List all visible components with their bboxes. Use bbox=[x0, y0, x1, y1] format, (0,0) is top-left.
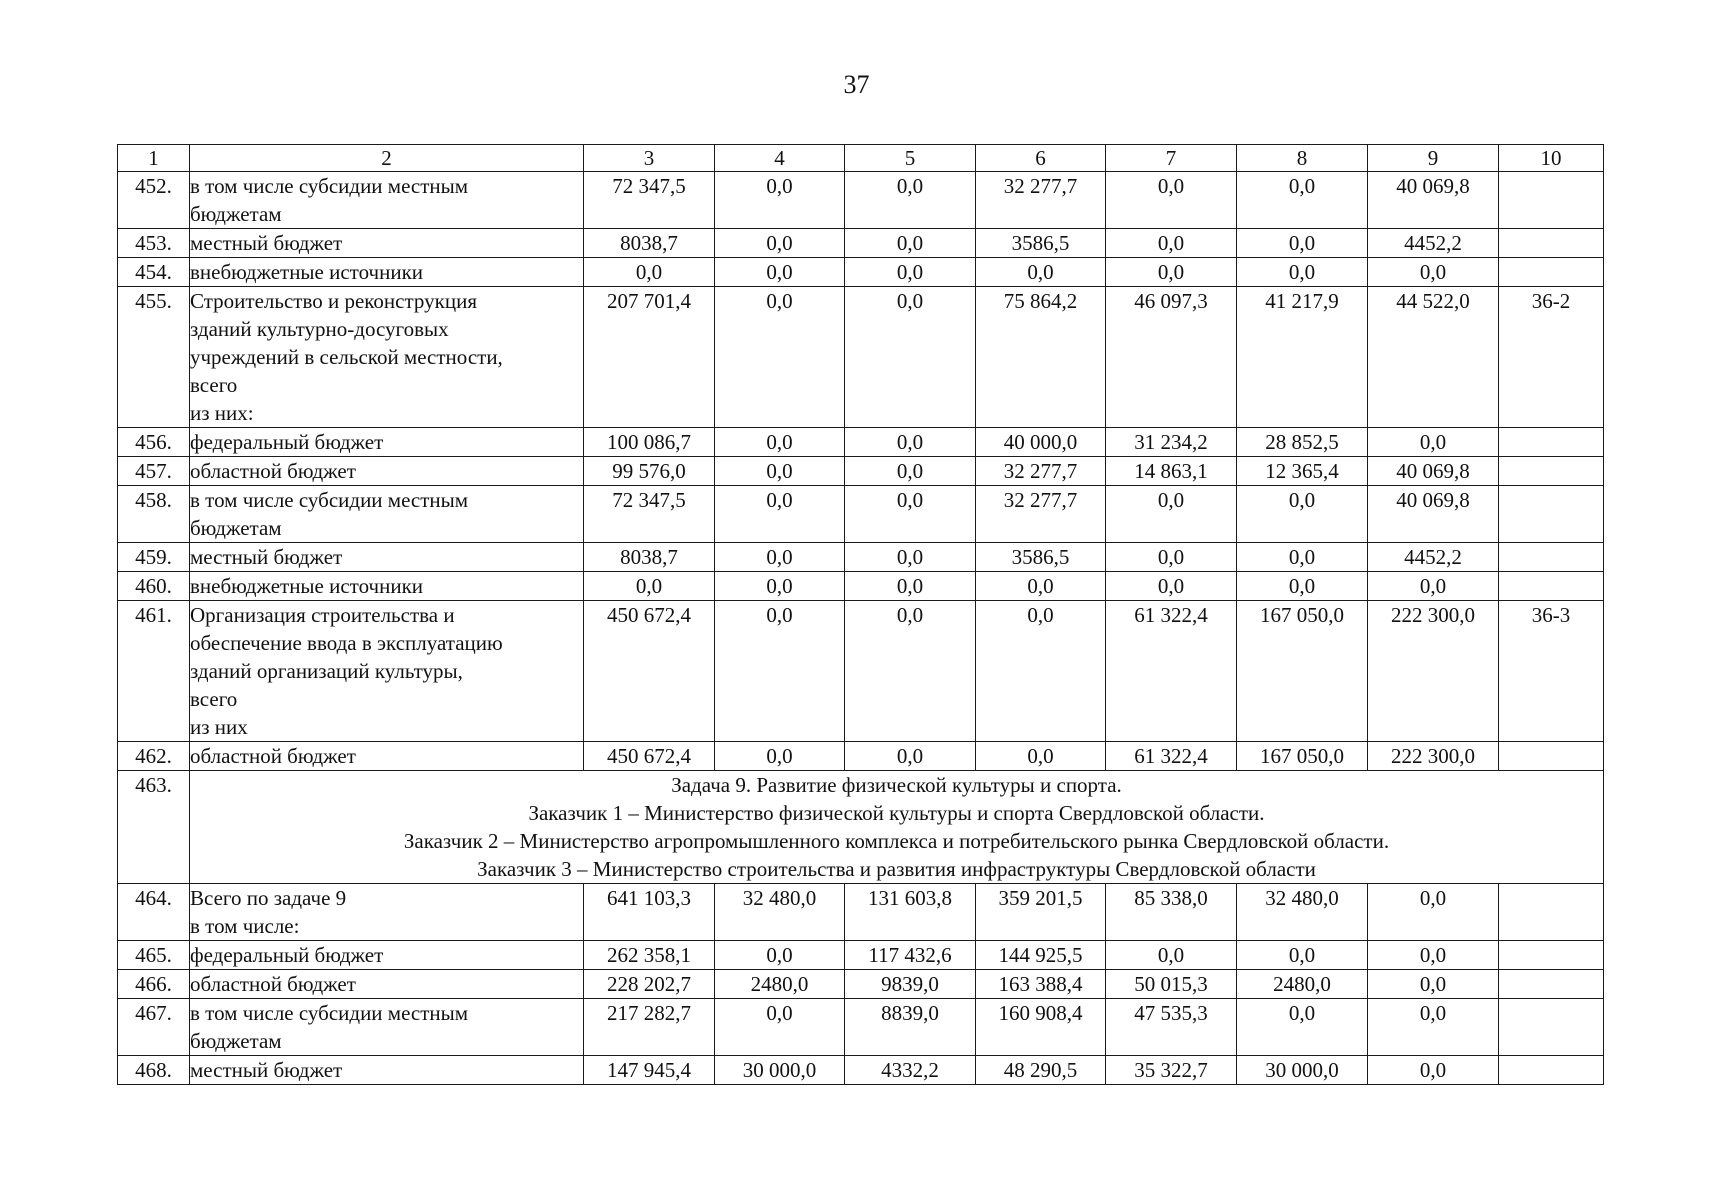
value-cell: 8038,7 bbox=[584, 543, 715, 572]
task-line: Заказчик 2 – Министерство агропромышленного комплекса и потребительского рынка Свердловской области. bbox=[403, 829, 1390, 853]
table-row bbox=[118, 543, 1604, 572]
value-cell: 144 925,5 bbox=[976, 941, 1106, 970]
table-row bbox=[118, 486, 1604, 543]
value-cell: 4332,2 bbox=[845, 1056, 976, 1085]
value-cell: 30 000,0 bbox=[715, 1056, 845, 1085]
table-row bbox=[118, 457, 1604, 486]
value-cell: 0,0 bbox=[715, 742, 845, 771]
value-cell: 50 015,3 bbox=[1106, 970, 1237, 999]
row-name: Всего по задаче 9 в том числе: bbox=[190, 884, 584, 941]
value-cell: 0,0 bbox=[1237, 572, 1368, 601]
row-name: в том числе субсидии местным бюджетам bbox=[190, 999, 584, 1056]
reference-cell bbox=[1499, 229, 1604, 258]
value-cell: 0,0 bbox=[1106, 941, 1237, 970]
table-row bbox=[118, 258, 1604, 287]
reference-cell bbox=[1499, 172, 1604, 229]
value-cell: 0,0 bbox=[845, 287, 976, 428]
value-cell: 167 050,0 bbox=[1237, 742, 1368, 771]
value-cell: 61 322,4 bbox=[1106, 601, 1237, 742]
header-cell: 4 bbox=[715, 145, 845, 172]
value-cell: 222 300,0 bbox=[1368, 601, 1499, 742]
value-cell: 0,0 bbox=[845, 742, 976, 771]
value-cell: 0,0 bbox=[845, 572, 976, 601]
reference-cell bbox=[1499, 1056, 1604, 1085]
table-row bbox=[118, 229, 1604, 258]
value-cell: 0,0 bbox=[845, 486, 976, 543]
row-name: внебюджетные источники bbox=[190, 572, 584, 601]
table-row bbox=[118, 601, 1604, 742]
row-number: 463. bbox=[118, 771, 190, 884]
task-header-row bbox=[118, 771, 1604, 884]
value-cell: 0,0 bbox=[1368, 999, 1499, 1056]
value-cell: 0,0 bbox=[1237, 172, 1368, 229]
task-description bbox=[190, 771, 1604, 884]
row-number: 459. bbox=[118, 543, 190, 572]
value-cell: 0,0 bbox=[715, 428, 845, 457]
value-cell: 359 201,5 bbox=[976, 884, 1106, 941]
value-cell: 0,0 bbox=[715, 601, 845, 742]
row-number: 454. bbox=[118, 258, 190, 287]
value-cell: 0,0 bbox=[1106, 229, 1237, 258]
value-cell: 0,0 bbox=[715, 287, 845, 428]
value-cell: 0,0 bbox=[845, 229, 976, 258]
table-row bbox=[118, 970, 1604, 999]
row-name: местный бюджет bbox=[190, 543, 584, 572]
value-cell: 0,0 bbox=[845, 601, 976, 742]
value-cell: 100 086,7 bbox=[584, 428, 715, 457]
reference-cell bbox=[1499, 941, 1604, 970]
table-row bbox=[118, 742, 1604, 771]
row-number: 466. bbox=[118, 970, 190, 999]
row-name: местный бюджет bbox=[190, 229, 584, 258]
value-cell: 0,0 bbox=[1237, 999, 1368, 1056]
table-row bbox=[118, 287, 1604, 428]
value-cell: 0,0 bbox=[1237, 229, 1368, 258]
row-number: 456. bbox=[118, 428, 190, 457]
value-cell: 2480,0 bbox=[1237, 970, 1368, 999]
value-cell: 75 864,2 bbox=[976, 287, 1106, 428]
task-line: Заказчик 1 – Министерство физической культуры и спорта Свердловской области. bbox=[528, 801, 1265, 825]
value-cell: 0,0 bbox=[715, 543, 845, 572]
value-cell: 0,0 bbox=[584, 258, 715, 287]
value-cell: 99 576,0 bbox=[584, 457, 715, 486]
value-cell: 0,0 bbox=[976, 742, 1106, 771]
value-cell: 46 097,3 bbox=[1106, 287, 1237, 428]
table-row bbox=[118, 572, 1604, 601]
value-cell: 0,0 bbox=[976, 601, 1106, 742]
value-cell: 72 347,5 bbox=[584, 486, 715, 543]
value-cell: 32 277,7 bbox=[976, 172, 1106, 229]
reference-cell bbox=[1499, 258, 1604, 287]
value-cell: 131 603,8 bbox=[845, 884, 976, 941]
value-cell: 0,0 bbox=[976, 572, 1106, 601]
value-cell: 207 701,4 bbox=[584, 287, 715, 428]
value-cell: 0,0 bbox=[1368, 941, 1499, 970]
value-cell: 0,0 bbox=[1106, 543, 1237, 572]
value-cell: 40 069,8 bbox=[1368, 172, 1499, 229]
header-cell: 7 bbox=[1106, 145, 1237, 172]
row-name: областной бюджет bbox=[190, 457, 584, 486]
value-cell: 450 672,4 bbox=[584, 742, 715, 771]
row-name: федеральный бюджет bbox=[190, 941, 584, 970]
value-cell: 32 277,7 bbox=[976, 457, 1106, 486]
reference-cell bbox=[1499, 457, 1604, 486]
table-row bbox=[118, 172, 1604, 229]
header-cell: 6 bbox=[976, 145, 1106, 172]
value-cell: 40 069,8 bbox=[1368, 457, 1499, 486]
row-number: 461. bbox=[118, 601, 190, 742]
value-cell: 0,0 bbox=[845, 172, 976, 229]
header-cell: 2 bbox=[190, 145, 584, 172]
value-cell: 163 388,4 bbox=[976, 970, 1106, 999]
value-cell: 12 365,4 bbox=[1237, 457, 1368, 486]
reference-cell bbox=[1499, 970, 1604, 999]
value-cell: 41 217,9 bbox=[1237, 287, 1368, 428]
value-cell: 3586,5 bbox=[976, 229, 1106, 258]
row-number: 467. bbox=[118, 999, 190, 1056]
value-cell: 217 282,7 bbox=[584, 999, 715, 1056]
value-cell: 72 347,5 bbox=[584, 172, 715, 229]
table-row bbox=[118, 941, 1604, 970]
value-cell: 40 069,8 bbox=[1368, 486, 1499, 543]
value-cell: 8038,7 bbox=[584, 229, 715, 258]
row-number: 468. bbox=[118, 1056, 190, 1085]
value-cell: 117 432,6 bbox=[845, 941, 976, 970]
value-cell: 0,0 bbox=[715, 999, 845, 1056]
reference-cell bbox=[1499, 572, 1604, 601]
row-number: 458. bbox=[118, 486, 190, 543]
value-cell: 0,0 bbox=[1368, 572, 1499, 601]
value-cell: 0,0 bbox=[1237, 543, 1368, 572]
value-cell: 0,0 bbox=[1368, 970, 1499, 999]
value-cell: 0,0 bbox=[1368, 428, 1499, 457]
value-cell: 3586,5 bbox=[976, 543, 1106, 572]
value-cell: 32 277,7 bbox=[976, 486, 1106, 543]
budget-table bbox=[117, 144, 1604, 1085]
value-cell: 85 338,0 bbox=[1106, 884, 1237, 941]
value-cell: 0,0 bbox=[1237, 941, 1368, 970]
row-number: 460. bbox=[118, 572, 190, 601]
value-cell: 0,0 bbox=[1106, 172, 1237, 229]
table-row bbox=[118, 428, 1604, 457]
row-number: 455. bbox=[118, 287, 190, 428]
value-cell: 4452,2 bbox=[1368, 543, 1499, 572]
reference-cell: 36-3 bbox=[1499, 601, 1604, 742]
row-name: в том числе субсидии местным бюджетам bbox=[190, 172, 584, 229]
reference-cell bbox=[1499, 884, 1604, 941]
value-cell: 40 000,0 bbox=[976, 428, 1106, 457]
reference-cell bbox=[1499, 742, 1604, 771]
value-cell: 30 000,0 bbox=[1237, 1056, 1368, 1085]
value-cell: 228 202,7 bbox=[584, 970, 715, 999]
value-cell: 450 672,4 bbox=[584, 601, 715, 742]
value-cell: 61 322,4 bbox=[1106, 742, 1237, 771]
value-cell: 0,0 bbox=[715, 258, 845, 287]
table-body bbox=[118, 145, 1604, 1085]
row-name: областной бюджет bbox=[190, 970, 584, 999]
row-name: областной бюджет bbox=[190, 742, 584, 771]
value-cell: 32 480,0 bbox=[715, 884, 845, 941]
value-cell: 8839,0 bbox=[845, 999, 976, 1056]
value-cell: 0,0 bbox=[1368, 258, 1499, 287]
value-cell: 0,0 bbox=[584, 572, 715, 601]
value-cell: 2480,0 bbox=[715, 970, 845, 999]
reference-cell bbox=[1499, 486, 1604, 543]
value-cell: 35 322,7 bbox=[1106, 1056, 1237, 1085]
row-number: 464. bbox=[118, 884, 190, 941]
row-name: федеральный бюджет bbox=[190, 428, 584, 457]
value-cell: 167 050,0 bbox=[1237, 601, 1368, 742]
value-cell: 0,0 bbox=[1106, 486, 1237, 543]
row-name: Строительство и реконструкция зданий культурно-досуговых учреждений в сельской местности, всего из них: bbox=[190, 287, 584, 428]
value-cell: 0,0 bbox=[715, 172, 845, 229]
row-name: в том числе субсидии местным бюджетам bbox=[190, 486, 584, 543]
header-cell: 1 bbox=[118, 145, 190, 172]
reference-cell bbox=[1499, 428, 1604, 457]
value-cell: 47 535,3 bbox=[1106, 999, 1237, 1056]
header-row bbox=[118, 145, 1604, 172]
value-cell: 0,0 bbox=[715, 572, 845, 601]
header-cell: 9 bbox=[1368, 145, 1499, 172]
reference-cell bbox=[1499, 543, 1604, 572]
row-number: 465. bbox=[118, 941, 190, 970]
row-number: 452. bbox=[118, 172, 190, 229]
value-cell: 147 945,4 bbox=[584, 1056, 715, 1085]
reference-cell bbox=[1499, 999, 1604, 1056]
value-cell: 0,0 bbox=[1237, 486, 1368, 543]
task-line: Задача 9. Развитие физической культуры и спорта. bbox=[671, 773, 1122, 797]
value-cell: 0,0 bbox=[1237, 258, 1368, 287]
value-cell: 0,0 bbox=[976, 258, 1106, 287]
value-cell: 222 300,0 bbox=[1368, 742, 1499, 771]
row-name: местный бюджет bbox=[190, 1056, 584, 1085]
header-cell: 5 bbox=[845, 145, 976, 172]
table-row bbox=[118, 999, 1604, 1056]
row-name: Организация строительства и обеспечение ввода в эксплуатацию зданий организаций культуры, всего из них bbox=[190, 601, 584, 742]
value-cell: 0,0 bbox=[845, 457, 976, 486]
value-cell: 31 234,2 bbox=[1106, 428, 1237, 457]
header-cell: 8 bbox=[1237, 145, 1368, 172]
task-line: Заказчик 3 – Министерство строительства и развития инфраструктуры Свердловской области bbox=[477, 857, 1316, 881]
header-cell: 10 bbox=[1499, 145, 1604, 172]
value-cell: 262 358,1 bbox=[584, 941, 715, 970]
value-cell: 0,0 bbox=[1106, 572, 1237, 601]
header-cell: 3 bbox=[584, 145, 715, 172]
value-cell: 641 103,3 bbox=[584, 884, 715, 941]
row-name: внебюджетные источники bbox=[190, 258, 584, 287]
value-cell: 0,0 bbox=[845, 543, 976, 572]
value-cell: 0,0 bbox=[845, 428, 976, 457]
row-number: 453. bbox=[118, 229, 190, 258]
value-cell: 0,0 bbox=[845, 258, 976, 287]
value-cell: 14 863,1 bbox=[1106, 457, 1237, 486]
table-row bbox=[118, 1056, 1604, 1085]
value-cell: 28 852,5 bbox=[1237, 428, 1368, 457]
row-number: 462. bbox=[118, 742, 190, 771]
table-row bbox=[118, 884, 1604, 941]
value-cell: 0,0 bbox=[1368, 884, 1499, 941]
value-cell: 44 522,0 bbox=[1368, 287, 1499, 428]
page-number: 37 bbox=[843, 70, 870, 99]
value-cell: 160 908,4 bbox=[976, 999, 1106, 1056]
reference-cell: 36-2 bbox=[1499, 287, 1604, 428]
value-cell: 0,0 bbox=[1368, 1056, 1499, 1085]
value-cell: 48 290,5 bbox=[976, 1056, 1106, 1085]
value-cell: 32 480,0 bbox=[1237, 884, 1368, 941]
value-cell: 4452,2 bbox=[1368, 229, 1499, 258]
value-cell: 0,0 bbox=[715, 229, 845, 258]
value-cell: 9839,0 bbox=[845, 970, 976, 999]
value-cell: 0,0 bbox=[715, 486, 845, 543]
value-cell: 0,0 bbox=[715, 941, 845, 970]
value-cell: 0,0 bbox=[715, 457, 845, 486]
value-cell: 0,0 bbox=[1106, 258, 1237, 287]
row-number: 457. bbox=[118, 457, 190, 486]
